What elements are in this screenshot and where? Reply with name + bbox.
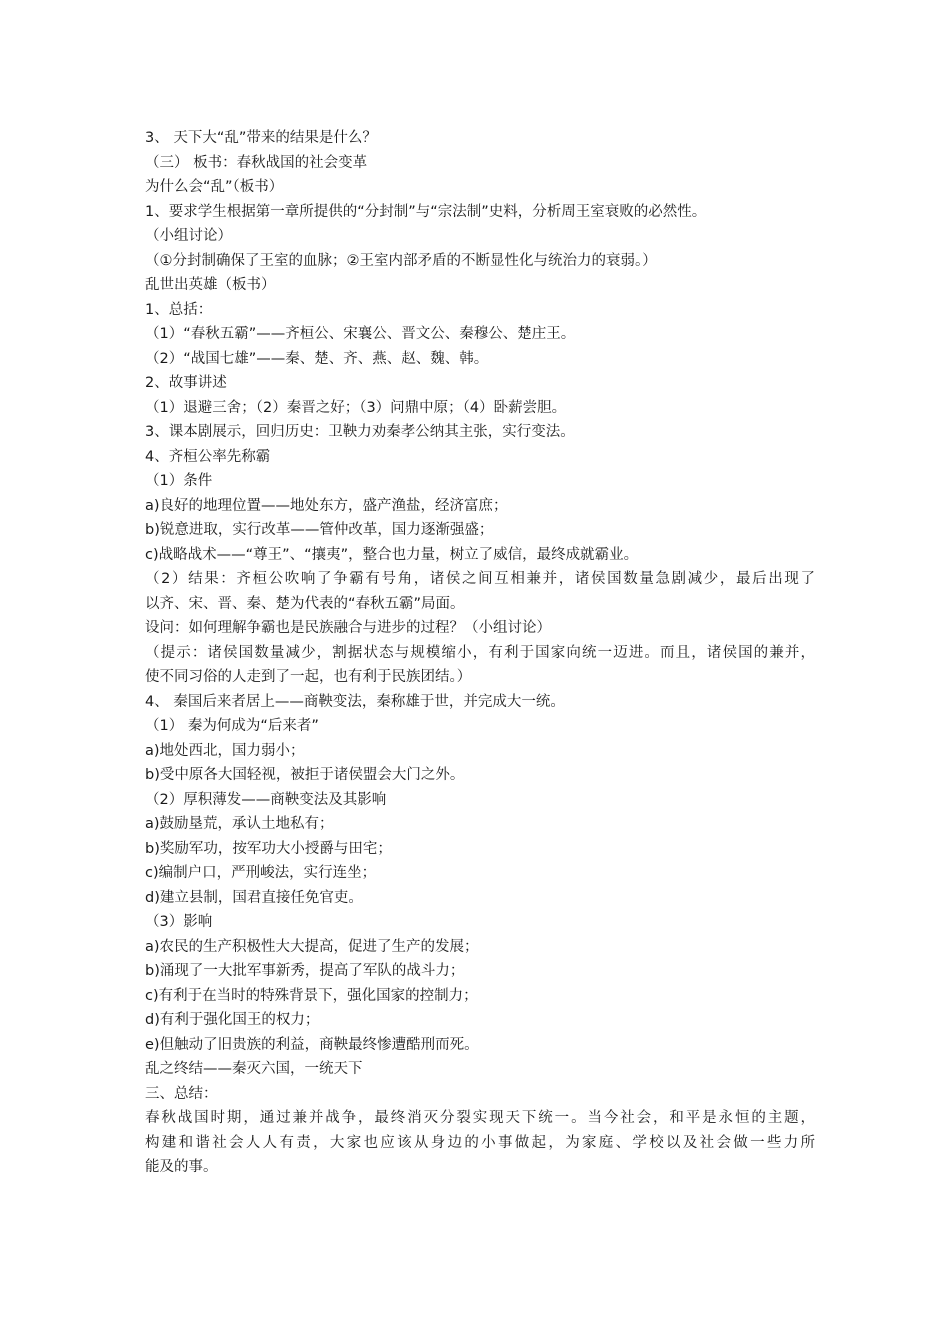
text-line-6: （①分封制确保了王室的血脉；②王室内部矛盾的不断显性化与统治力的衰弱。）	[145, 252, 657, 269]
text-line-42: 构建和谐社会人人有责，大家也应该从身边的小事做起，为家庭、学校以及社会做一些力所	[145, 1134, 815, 1151]
text-line-40: 三、总结：	[145, 1085, 218, 1102]
text-line-8: 1、总括：	[145, 301, 213, 318]
text-line-16: a)良好的地理位置——地处东方，盛产渔盐，经济富庶；	[145, 497, 508, 514]
text-line-10: （2）“战国七雄”——秦、楚、齐、燕、赵、魏、韩。	[145, 350, 489, 367]
text-line-3: 为什么会“乱”（板书）	[145, 179, 284, 195]
text-line-33: （3）影响	[145, 914, 213, 930]
text-line-4: 1、要求学生根据第一章所提供的“分封制”与“宗法制”史料，分析周王室衰败的必然性。	[145, 203, 707, 220]
text-line-36: c)有利于在当时的特殊背景下，强化国家的控制力；	[145, 987, 478, 1004]
text-line-21: 设问：如何理解争霸也是民族融合与进步的过程？（小组讨论）	[145, 620, 551, 636]
text-line-17: b)锐意进取，实行改革——管仲改革，国力逐渐强盛；	[145, 522, 494, 538]
text-line-15: （1）条件	[145, 473, 213, 489]
text-line-19: （2）结果：齐桓公吹响了争霸有号角，诸侯之间互相兼并，诸侯国数量急剧减少，最后出现了	[145, 571, 815, 587]
document-body	[145, 126, 815, 1180]
text-line-1: 3、 天下大“乱”带来的结果是什么？	[145, 130, 377, 146]
text-line-35: b)涌现了一大批军事新秀，提高了军队的战斗力；	[145, 963, 465, 979]
text-line-39: 乱之终结——秦灭六国，一统天下	[145, 1061, 363, 1077]
text-line-7: 乱世出英雄（板书）	[145, 277, 276, 293]
text-line-12: （1）退避三舍；（2）秦晋之好；（3）问鼎中原；（4）卧薪尝胆。	[145, 399, 567, 416]
text-line-5: （小组讨论）	[145, 228, 232, 244]
text-line-9: （1）“春秋五霸”——齐桓公、宋襄公、晋文公、秦穆公、楚庄王。	[145, 326, 576, 342]
text-line-32: d)建立县制，国君直接任免官吏。	[145, 889, 363, 906]
text-line-25: （1） 秦为何成为“后来者”	[145, 718, 319, 734]
text-line-37: d)有利于强化国王的权力；	[145, 1012, 320, 1028]
text-line-13: 3、课本剧展示，回归历史：卫鞅力劝秦孝公纳其主张，实行变法。	[145, 424, 575, 440]
text-line-27: b)受中原各大国轻视，被拒于诸侯盟会大门之外。	[145, 767, 465, 783]
text-line-24: 4、 秦国后来者居上——商鞅变法，秦称雄于世，并完成大一统。	[145, 693, 565, 710]
text-line-31: c)编制户口，严刑峻法，实行连坐；	[145, 865, 377, 881]
text-line-41: 春秋战国时期，通过兼并战争，最终消灭分裂实现天下统一。当今社会，和平是永恒的主题，	[145, 1110, 815, 1126]
text-line-18: c)战略战术——“尊王”、“攘夷”，整合也力量，树立了威信，最终成就霸业。	[145, 546, 639, 563]
text-line-38: e)但触动了旧贵族的利益，商鞅最终惨遭酷刑而死。	[145, 1036, 479, 1053]
text-line-11: 2、故事讲述	[145, 375, 227, 391]
text-line-20: 以齐、宋、晋、秦、楚为代表的“春秋五霸”局面。	[145, 595, 465, 612]
text-line-2: （三） 板书：春秋战国的社会变革	[145, 154, 368, 171]
text-line-14: 4、齐桓公率先称霸	[145, 448, 271, 465]
text-line-22: （提示：诸侯国数量减少，割据状态与规模缩小，有利于国家向统一迈进。而且，诸侯国的兼并，	[145, 644, 815, 661]
text-line-30: b)奖励军功，按军功大小授爵与田宅；	[145, 840, 392, 857]
text-line-28: （2）厚积薄发——商鞅变法及其影响	[145, 791, 387, 808]
text-line-43: 能及的事。	[145, 1159, 218, 1175]
text-line-23: 使不同习俗的人走到了一起，也有利于民族团结。）	[145, 669, 472, 685]
text-line-26: a)地处西北，国力弱小；	[145, 742, 305, 759]
text-line-29: a)鼓励垦荒，承认土地私有；	[145, 816, 334, 832]
text-line-34: a)农民的生产积极性大大提高，促进了生产的发展；	[145, 938, 479, 955]
